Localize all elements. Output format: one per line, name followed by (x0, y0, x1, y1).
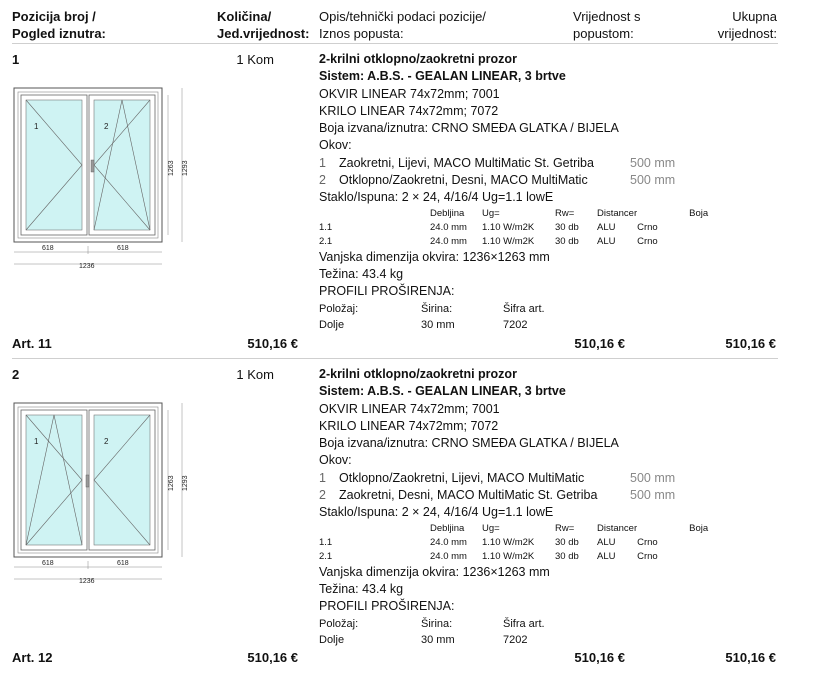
glass-table (319, 207, 708, 249)
header-col-discounted (573, 8, 640, 42)
sash-label-left: 1 (34, 437, 39, 446)
okov-desc: Zaokretni, Desni, MACO MultiMatic St. Getriba (339, 488, 598, 503)
okov-row (319, 487, 779, 504)
header-col-total-l2: vrijednost: (717, 26, 777, 41)
okov-label: Okov: (319, 453, 352, 468)
position-title: 2-krilni otklopno/zaokretni prozor (319, 367, 517, 381)
okov-row (319, 470, 779, 487)
position-total-value: 510,16 € (725, 650, 776, 665)
sash-label-right: 2 (104, 437, 109, 446)
glass-table-row: 1.1 24.0 mm 1.10 W/m2K 30 db ALU Crno (319, 536, 658, 548)
dim-w-left: 618 (42, 245, 54, 252)
position-color: Boja izvana/iznutra: CRNO SMEĐA GLATKA / BIJELA (319, 121, 619, 136)
position-quantity: 1 Kom (236, 367, 274, 382)
position-number: 2 (12, 367, 20, 382)
glass-table-head: Debljina Ug= Rw= Distancer Boja (430, 522, 709, 534)
dim-h-sash: 1263 (168, 475, 175, 491)
glass-table (319, 522, 708, 564)
header-col-discounted-l1: Vrijednost s (573, 9, 641, 24)
header-col-description (319, 8, 486, 42)
position-color: Boja izvana/iznutra: CRNO SMEĐA GLATKA / BIJELA (319, 436, 619, 451)
okov-measure: 500 mm (630, 173, 676, 188)
position-number: 1 (12, 52, 20, 67)
profiles-label: PROFILI PROŠIRENJA: (319, 599, 455, 614)
position-description (319, 366, 779, 648)
okov-index: 1 (319, 470, 326, 485)
position-description (319, 51, 779, 333)
position-frame: OKVIR LINEAR 74x72mm; 7001 (319, 86, 500, 101)
okov-measure: 500 mm (630, 155, 676, 170)
profiles-label: PROFILI PROŠIRENJA: (319, 284, 455, 299)
header-col-quantity-l2: Jed.vrijednost: (217, 26, 310, 41)
position-title: 2-krilni otklopno/zaokretni prozor (319, 52, 517, 66)
glass-table-row: 2.1 24.0 mm 1.10 W/m2K 30 db ALU Crno (319, 235, 658, 247)
header-divider (12, 43, 778, 44)
sash-label-right: 2 (104, 122, 109, 131)
header-col-discounted-l2: popustom: (573, 26, 634, 41)
position-glass: Staklo/Ispuna: 2 × 24, 4/16/4 Ug=1.1 lowE (319, 190, 554, 205)
position-system: Sistem: A.B.S. - GEALAN LINEAR, 3 brtve (319, 69, 566, 84)
header-col-position-l1: Pozicija broj / (12, 9, 96, 24)
position-discount-value: 510,16 € (574, 650, 625, 665)
dim-h-total: 1293 (182, 475, 189, 491)
position-unit-value: 510,16 € (247, 650, 298, 665)
header-col-position-l2: Pogled iznutra: (12, 26, 106, 41)
okov-desc: Otklopno/Zaokretni, Lijevi, MACO MultiMatic (339, 470, 585, 485)
header-col-description-l2: Iznos popusta: (319, 26, 404, 41)
header-col-total-l1: Ukupna (732, 9, 777, 24)
dim-w-total: 1236 (79, 263, 95, 269)
position-sash: KRILO LINEAR 74x72mm; 7072 (319, 418, 499, 433)
dim-w-right: 618 (117, 245, 129, 252)
window-drawing (10, 399, 195, 584)
header-col-quantity (217, 8, 309, 42)
dim-w-right: 618 (117, 560, 129, 567)
position-divider (12, 358, 778, 359)
position-quantity: 1 Kom (236, 52, 274, 67)
okov-label: Okov: (319, 138, 352, 153)
profiles-table-row: Dolje 30 mm 7202 (319, 633, 528, 646)
profiles-table-row: Dolje 30 mm 7202 (319, 318, 528, 331)
okov-index: 2 (319, 173, 326, 188)
profiles-table-head: Položaj: Širina: Šifra art. (319, 617, 545, 630)
window-drawing (10, 84, 195, 269)
position-glass: Staklo/Ispuna: 2 × 24, 4/16/4 Ug=1.1 lowE (319, 505, 554, 520)
position-art: Art. 12 (12, 650, 53, 665)
position-outer-dim: Vanjska dimenzija okvira: 1236×1263 mm (319, 249, 550, 264)
position-outer-dim: Vanjska dimenzija okvira: 1236×1263 mm (319, 564, 550, 579)
position-weight: Težina: 43.4 kg (319, 266, 404, 281)
position-system: Sistem: A.B.S. - GEALAN LINEAR, 3 brtve (319, 384, 566, 399)
dim-h-total: 1293 (182, 160, 189, 176)
sash-label-left: 1 (34, 122, 39, 131)
header-col-quantity-l1: Količina/ (217, 9, 272, 24)
glass-table-head: Debljina Ug= Rw= Distancer Boja (430, 207, 709, 219)
position-discount-value: 510,16 € (574, 336, 625, 351)
dim-w-left: 618 (42, 560, 54, 567)
okov-index: 2 (319, 488, 326, 503)
position-weight: Težina: 43.4 kg (319, 581, 404, 596)
okov-desc: Zaokretni, Lijevi, MACO MultiMatic St. Getriba (339, 155, 594, 170)
position-sash: KRILO LINEAR 74x72mm; 7072 (319, 103, 499, 118)
okov-row (319, 155, 779, 172)
okov-index: 1 (319, 155, 326, 170)
dim-h-sash: 1263 (168, 160, 175, 176)
profiles-table-head: Položaj: Širina: Šifra art. (319, 302, 545, 315)
glass-table-row: 1.1 24.0 mm 1.10 W/m2K 30 db ALU Crno (319, 221, 658, 233)
profiles-table (319, 301, 545, 333)
profiles-table (319, 616, 545, 648)
header-col-position (12, 8, 106, 42)
okov-measure: 500 mm (630, 488, 676, 503)
position-total-value: 510,16 € (725, 336, 776, 351)
glass-table-row: 2.1 24.0 mm 1.10 W/m2K 30 db ALU Crno (319, 550, 658, 562)
okov-desc: Otklopno/Zaokretni, Desni, MACO MultiMatic (339, 173, 588, 188)
header-col-description-l1: Opis/tehnički podaci pozicije/ (319, 9, 486, 24)
dim-w-total: 1236 (79, 578, 95, 584)
position-frame: OKVIR LINEAR 74x72mm; 7001 (319, 401, 500, 416)
header-col-total (718, 8, 777, 42)
okov-row (319, 172, 779, 189)
position-art: Art. 11 (12, 336, 52, 351)
position-unit-value: 510,16 € (247, 336, 298, 351)
okov-measure: 500 mm (630, 470, 676, 485)
